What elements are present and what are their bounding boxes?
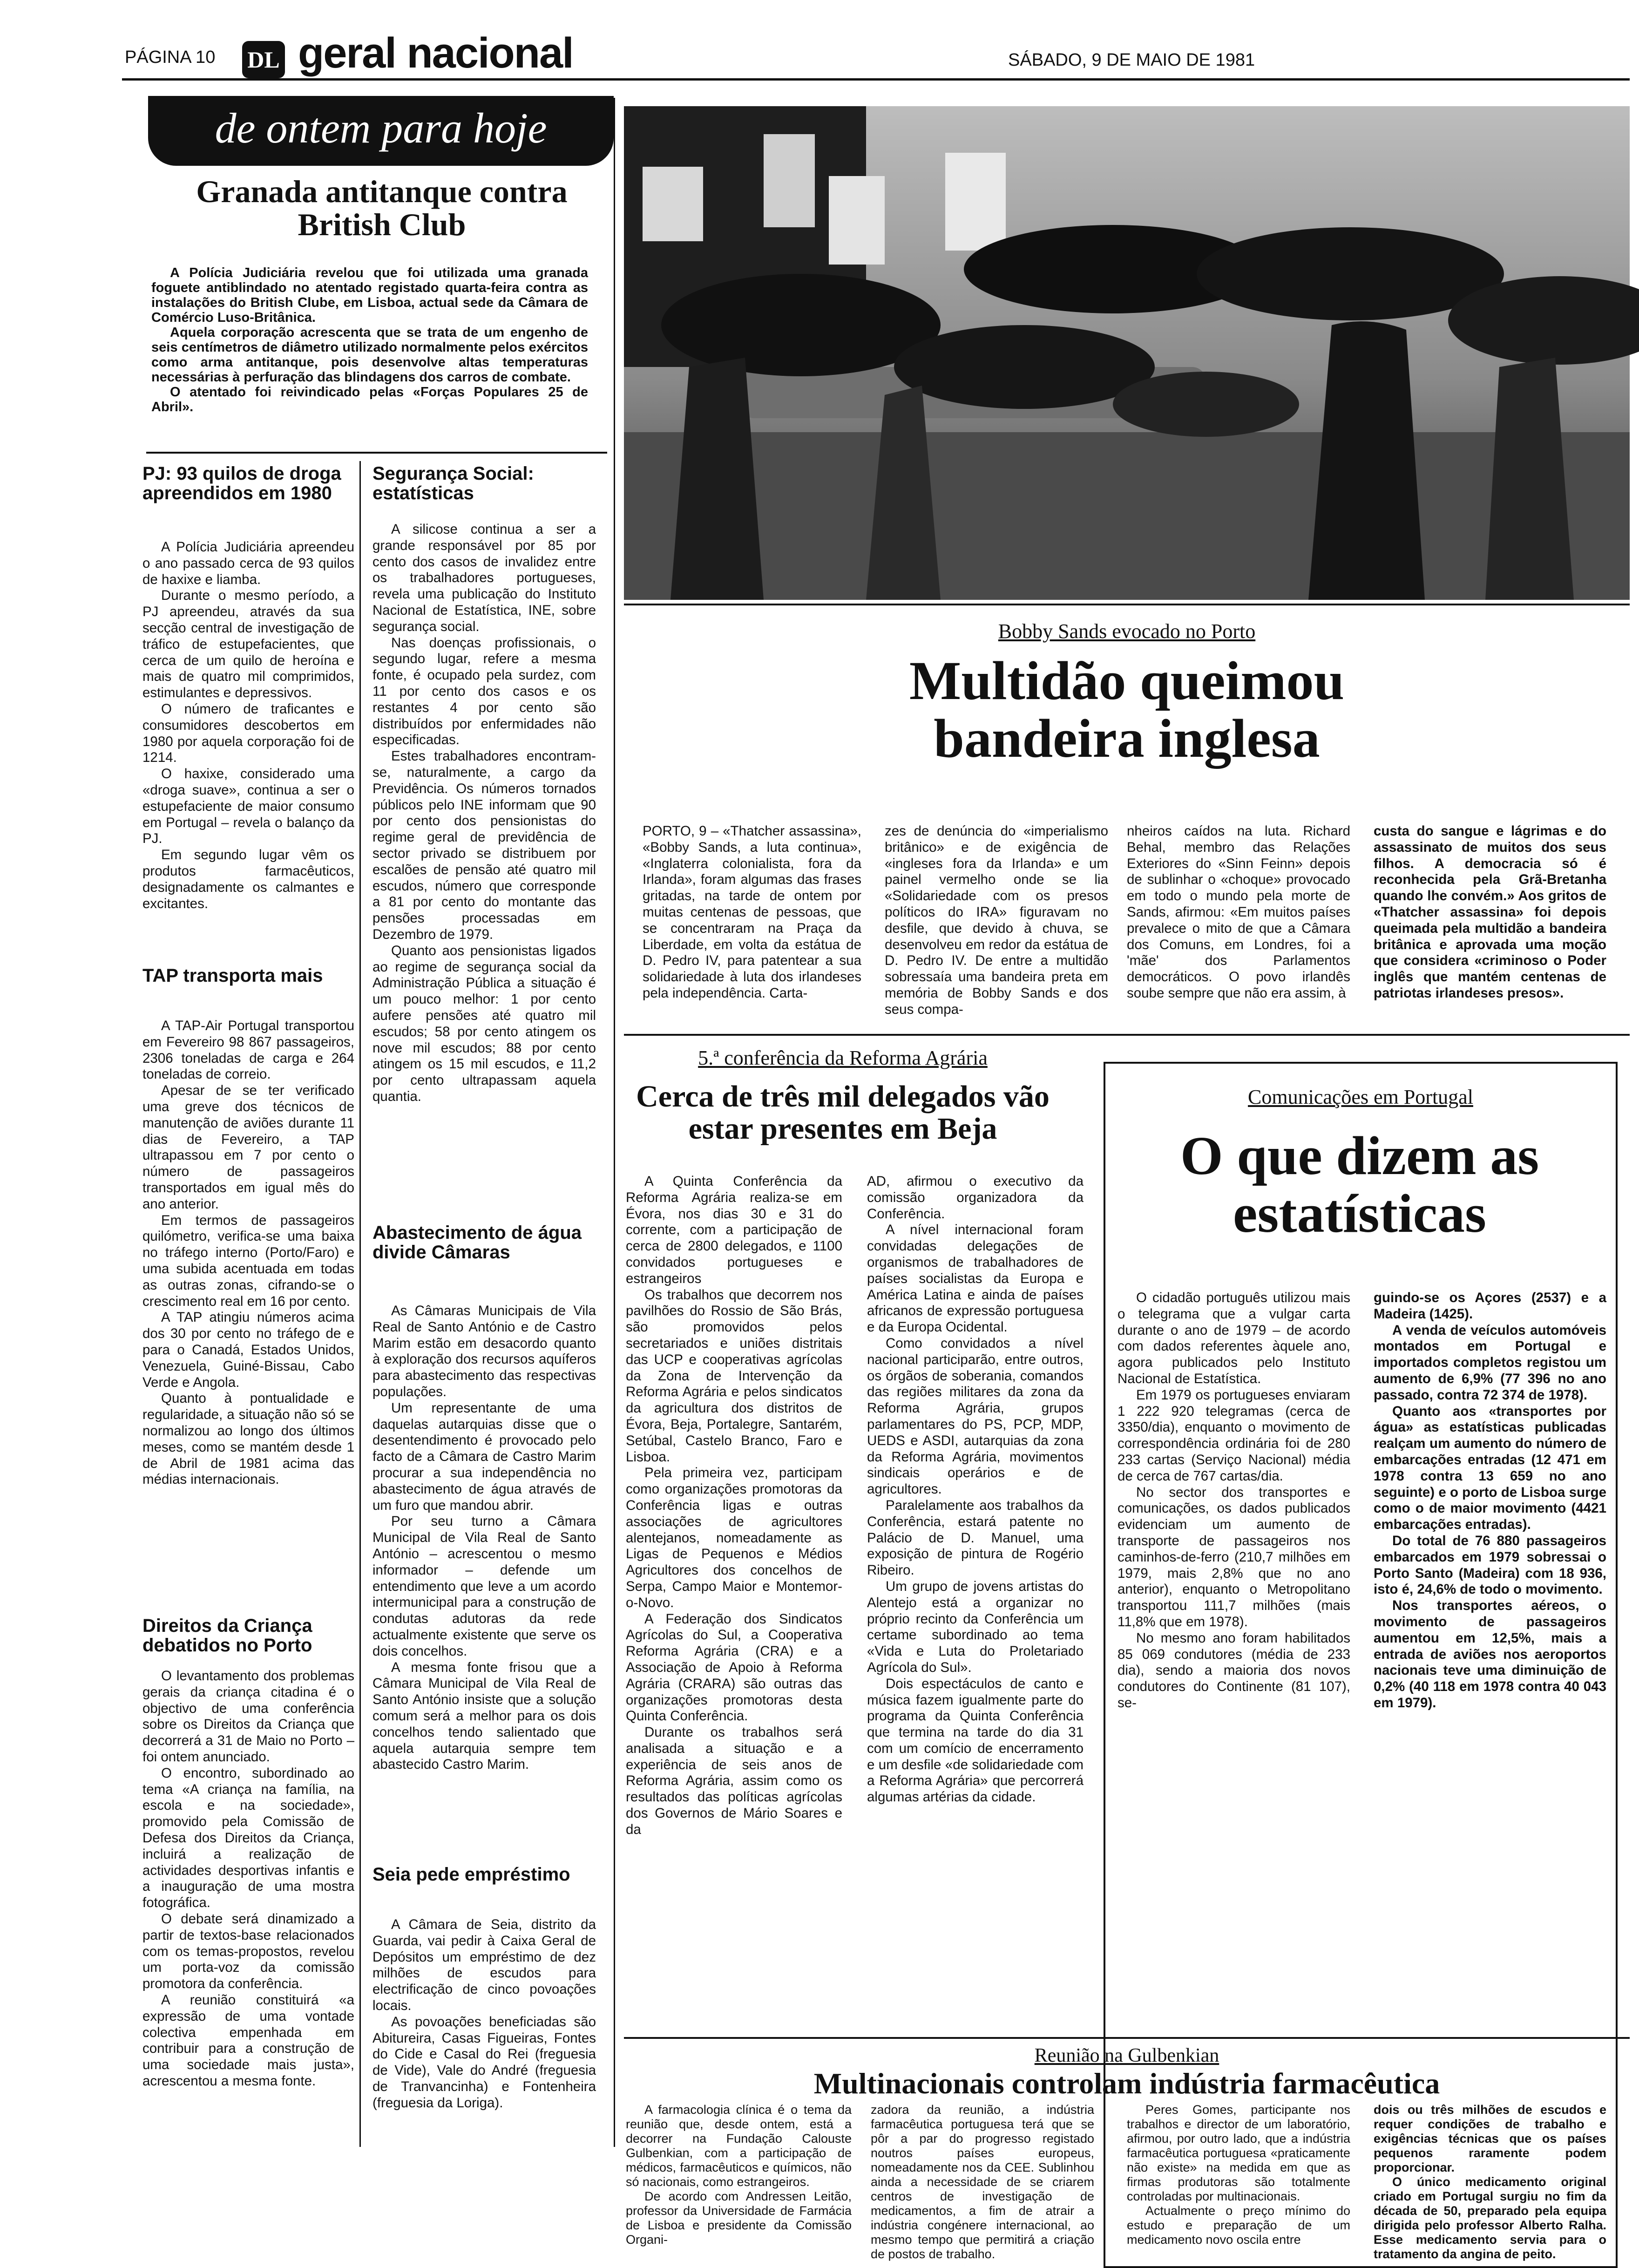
divider xyxy=(624,1034,1630,1036)
gulbenkian-col-3: Peres Gomes, participante nos trabalhos e director de um laboratório, afirmou, por outro lado, que a indústria farmacêutica portuguesa «praticamente não existe» na medida em que as firmas produtoras são totalmente controladas por multinacionais. Actualmente o preço mínimo do estudo e preparação de um medicamento novo oscila entre xyxy=(1127,2103,1350,2247)
bobby-col-2: zes de denúncia do «imperialismo britânico» e de exigência de «ingleses fora da Irlanda» e um painel vermelho onde se lia «Solidariedade com os presos políticos do IRA» figuravam no desfile, que devido à chuva, se desenvolveu em redor da estátua de D. Pedro IV. De entre a multidão sobressaía uma bandeira preta em memória de Bobby Sands e dos seus compa- xyxy=(885,823,1108,1017)
crianca-headline: Direitos da Criança debatidos no Porto xyxy=(142,1616,312,1656)
divider xyxy=(624,604,1630,605)
tap-body: A TAP-Air Portugal transportou em Fevereiro 98 867 passageiros, 2306 toneladas de carga e 264 toneladas de correio. Apesar de se ter verificado uma greve dos técnicos de manutenção de aviões durante 11 dias de Fevereiro, a TAP ultrapassou em 7 por cento o número de passageiros transportados em igual mês do ano anterior. Em termos de passageiros quilómetro, verifica-se uma baixa no tráfego interno (Porto/Faro) e uma subida acentuada em todas as outras zonas, cifrando-se o crescimento real em 16 por cento. A TAP atingiu números acima dos 30 por cento no tráfego de e para o Canadá, Estados Unidos, Venezuela, Guiné-Bissau, Cabo Verde e Angola. Quanto à pontualidade e regularidade, a situação não só se normalizou ao longo dos últimos meses, como se mantém desde 1 de Abril de 1981 acima das médias internacionais. xyxy=(142,1018,354,1487)
pj-headline: PJ: 93 quilos de droga apreendidos em 1980 xyxy=(142,463,341,503)
column-divider xyxy=(359,461,361,2147)
masthead-logo: DL xyxy=(242,41,285,78)
bobby-headline: Multidão queimou bandeira inglesa xyxy=(909,650,1345,769)
section-divider xyxy=(614,98,615,2147)
bobby-col-4: custa do sangue e lágrimas e do assassinato de muitos dos seus filhos. A democracia só é reconhecida pela Grã-Bretanha quando lhe convém.» Aos gritos de «Thatcher assassina» foi depois queimada pela multidão a bandeira britânica e aprovada uma moção que considera «criminoso o Poder inglês que mantém centenas de patriotas irlandeses presos». xyxy=(1374,823,1606,1001)
page-date: SÁBADO, 9 DE MAIO DE 1981 xyxy=(1008,50,1255,70)
divider xyxy=(624,2037,1630,2039)
tap-headline: TAP transporta mais xyxy=(142,965,323,986)
reforma-headline: Cerca de três mil delegados vão estar presentes em Beja xyxy=(636,1080,1050,1146)
bobby-col-3: nheiros caídos na luta. Richard Behal, membro das Relações Exteriores do «Sinn Feinn» depois de sublinhar o «choque» provocado em todo o mundo pela morte de Sands, afirmou: «Em muitos países prevalece o mito de que a Câmara dos Comuns, em Londres, foi a 'mãe' dos Parlamentos democráticos. O povo irlandês soube sempre que não era assim, à xyxy=(1127,823,1350,1001)
seguranca-body: A silicose continua a ser a grande responsável por 85 por cento dos casos de invalidez entre os trabalhadores portugueses, revela uma publicação do Instituto Nacional de Estatística, INE, sobre segurança social. Nas doenças profissionais, o segundo lugar, refere a mesma fonte, é ocupado pela surdez, com 11 por cento dos casos e os restantes 4 por cento são distribuídos por enfermidades não especificadas. Estes trabalhadores encontram-se, naturalmente, a cargo da Previdência. Os números tornados públicos pelo INE informam que 90 por cento dos pensionistas do regime geral de previdência de sector privado se distribuem por escalões de pensão até quatro mil escudos, número que corresponde a 81 por cento do montante das pensões processadas em Dezembro de 1979. Quanto aos pensionistas ligados ao regime de segurança social da Administração Pública a situação é um pouco melhor: 1 por cento aufere pensões até quatro mil escudos; 58 por cento atingem os nove mil escudos; 88 por cento atingem os 15 mil escudos, e 11,2 por cento ultrapassam aquela quantia. xyxy=(372,522,596,1104)
comunicacoes-col-2: guindo-se os Açores (2537) e a Madeira (1425). A venda de veículos automóveis montados em Portugal e importados completos registou um aumento de 6,9% (77 396 no ano passado, contra 72 374 de 1978). Quanto aos «transportes por água» as estatísticas publicadas realçam um aumento do número de embarcações entradas (12 471 em 1978 contra 13 659 no ano seguinte) e o porto de Lisboa surge como o de maior movimento (4421 embarcações entradas). Do total de 76 880 passageiros embarcados em 1979 sobressai o Porto Santo (Madeira) com 18 936, isto é, 24,6% de todo o movimento. Nos transportes aéreos, o movimento de passageiros aumentou em 12,5%, mais a entrada de aviões nos aeroportos nacionais teve uma diminuição de 0,2% (40 118 em 1978 contra 40 043 em 1979). xyxy=(1374,1290,1606,1711)
granada-headline: Granada antitanque contra British Club xyxy=(196,174,568,243)
section-title: geral nacional xyxy=(298,29,573,77)
crowd-photo xyxy=(624,106,1630,600)
comunicacoes-kicker: Comunicações em Portugal xyxy=(1248,1086,1473,1108)
page-number: PÁGINA 10 xyxy=(125,48,216,67)
crianca-body: O levantamento dos problemas gerais da criança citadina é o objectivo de uma conferência sobre os Direitos da Criança que decorrerá a 31 de Maio no Porto – foi ontem anunciado. O encontro, subordinado ao tema «A criança na família, na escola e na sociedade», promovido pela Comissão de Defesa dos Direitos da Criança, incluirá a realização de actividades desportivas infantis e a inauguração de uma mostra fotográfica. O debate será dinamizado a partir de textos-base relacionados com os temas-propostos, revelou um porta-voz da comissão promotora da conferência. A reunião constituirá «a expressão de uma vontade colectiva empenhada em contribuir para a construção de uma sociedade mais justa», acrescentou a mesma fonte. xyxy=(142,1668,354,2089)
abastecimento-body: As Câmaras Municipais de Vila Real de Santo António e de Castro Marim estão em desacordo quanto à exploração dos recursos aquíferos para abastecimento das respectivas populações. Um representante de uma daquelas autarquias disse que o desentendimento é provocado pelo facto de a Câmara de Castro Marim procurar a sua independência no abastecimento de água através de um furo que mandou abrir. Por seu turno a Câmara Municipal de Vila Real de Santo António – acrescentou o mesmo informador – defende um entendimento que leve a um acordo intermunicipal para a construção de condutas adutoras da rede actualmente existente que serve os dois concelhos. A mesma fonte frisou que a Câmara Municipal de Vila Real de Santo António insiste que a solução comum será a melhor para os dois concelhos tendo salientado que aquela autarquia sempre tem abastecido Castro Marim. xyxy=(372,1303,596,1772)
granada-body: A Polícia Judiciária revelou que foi utilizada uma granada foguete antiblindado no atentado registado quarta-feira contra as instalações do British Clube, em Lisboa, actual sede da Câmara de Comércio Luso-Britânica. Aquela corporação acrescenta que se trata de um engenho de seis centímetros de diâmetro utilizado normalmente pelos exércitos como arma antitanque, pois desenvolve altas temperaturas necessárias à perfuração das blindagens dos carros de combate. O atentado foi reivindicado pelas «Forças Populares 25 de Abril». xyxy=(151,265,588,414)
comunicacoes-col-1: O cidadão português utilizou mais o telegrama que a vulgar carta durante o ano de 1979 – de acordo com dados referentes àquele ano, agora publicados pelo Instituto Nacional de Estatística. Em 1979 os portugueses enviaram 1 222 920 telegramas (cerca de 3350/dia), enquanto o movimento de correspondência ordinária foi de 280 233 cartas (Serviço Nacional) média de cerca de 767 cartas/dia. No sector dos transportes e comunicações, os dados publicados evidenciam um aumento de transporte de passageiros nos caminhos-de-ferro (210,7 milhões em 1979, mais 2,8% que no ano anterior), enquanto o Metropolitano transportou 111,7 milhões (mais 11,8% que em 1978). No mesmo ano foram habilitados 85 069 condutores (média de 233 dia), sendo a maioria dos novos condutores do Continente (81 107), se- xyxy=(1118,1290,1350,1711)
reforma-kicker: 5.ª conferência da Reforma Agrária xyxy=(698,1046,988,1069)
gulbenkian-col-1: A farmacologia clínica é o tema da reunião que, desde ontem, está a decorrer na Fundação Calouste Gulbenkian, com a participação de médicos, farmacêuticos e químicos, não só nacionais, como estrangeiros. De acordo com Andressen Leitão, professor da Universidade de Farmácia de Lisboa e presidente da Comissão Organi- xyxy=(626,2103,852,2247)
gulbenkian-col-2: zadora da reunião, a indústria farmacêutica portuguesa terá que se pôr a par do progresso registado noutros países europeus, nomeadamente nos da CEE. Sublinhou ainda a necessidade de se criarem centros de investigação de medicamentos, a fim de atrair a indústria congénere internacional, ao mesmo tempo que permitirá a criação de postos de trabalho. xyxy=(871,2103,1094,2261)
masthead-rule xyxy=(122,78,1630,81)
seia-body: A Câmara de Seia, distrito da Guarda, vai pedir à Caixa Geral de Depósitos um empréstimo de dez milhões de escudos para electrificação de cinco povoações locais. As povoações beneficiadas são Abitureira, Casas Figueiras, Fontes do Cide e Casal do Rei (freguesia de Vide), Vale do André (freguesia de Tranvancinha) e Fontenheira (freguesia da Loriga). xyxy=(372,1917,596,2111)
pj-body: A Polícia Judiciária apreendeu o ano passado cerca de 93 quilos de haxixe e liamba. Durante o mesmo período, a PJ apreendeu, através da sua secção central de investigação de tráfico de estupefacientes, que cerca de um quilo de heroína e mais de quatro mil comprimidos, estimulantes e depressivos. O número de traficantes e consumidores descobertos em 1980 por aquela corporação foi de 1214. O haxixe, considerado uma «droga suave», continua a ser o estupefaciente de maior consumo em Portugal – revela o balanço da PJ. Em segundo lugar vêm os produtos farmacêuticos, designadamente os calmantes e excitantes. xyxy=(142,539,354,911)
gulbenkian-headline: Multinacionais controlam indústria farmacêutica xyxy=(813,2067,1440,2100)
divider xyxy=(146,452,607,454)
reforma-col-1: A Quinta Conferência da Reforma Agrária realiza-se em Évora, nos dias 30 e 31 do corrente, com a participação de cerca de 2800 delegados, e 1100 convidados portugueses e estrangeiros Os trabalhos que decorrem nos pavilhões do Rossio de São Brás, são promovidos pelos secretariados e uniões distritais das UCP e cooperativas agrícolas da Zona de Intervenção da Reforma Agrária e pelos sindicatos da agricultura dos distritos de Évora, Beja, Portalegre, Santarém, Setúbal, Castelo Branco, Faro e Lisboa. Pela primeira vez, participam como organizações promotoras da Conferência ligas e outras associações de agricultores alentejanos, nomeadamente as Ligas de Pequenos e Médios Agricultores dos concelhos de Serpa, Campo Maior e Montemor-o-Novo. A Federação dos Sindicatos Agrícolas do Sul, a Cooperativa Reforma Agrária (CRA) e a Associação de Apoio à Reforma Agrária (CRARA) são outras das organizações promotoras desta Quinta Conferência. Durante os trabalhos será analisada a situação e a experiência de seis anos de Reforma Agrária, assim como os resultados das políticas agrícolas dos Governos de Mário Soares e da xyxy=(626,1174,842,1837)
seia-headline: Seia pede empréstimo xyxy=(372,1864,570,1885)
umbrella-crowd-illustration xyxy=(624,106,1630,600)
gulbenkian-col-4: dois ou três milhões de escudos e requer condições de trabalho e exigências técnicas que os países pequenos raramente podem proporcionar. O único medicamento original criado em Portugal surgiu no fim da década de 50, preparado pela equipa dirigida pelo professor Alberto Ralha. Esse medicamento servia para o tratamento da angina de peito. xyxy=(1374,2103,1606,2261)
seguranca-headline: Segurança Social: estatísticas xyxy=(372,463,534,503)
gulbenkian-kicker: Reunião na Gulbenkian xyxy=(1034,2045,1219,2066)
bobby-kicker: Bobby Sands evocado no Porto xyxy=(998,620,1256,643)
reforma-col-2: AD, afirmou o executivo da comissão organizadora da Conferência. A nível internacional foram convidadas delegações de organismos de trabalhadores de países socialistas da Europa e América Latina e ainda de países africanos de expressão portuguesa e da Europa Ocidental. Como convidados a nível nacional participarão, entre outros, os órgãos de soberania, comandos das regiões militares da zona da Reforma Agrária, grupos parlamentares do PS, PCP, MDP, UEDS e ASDI, autarquias da zona da Reforma Agrária, movimentos sindicais operários e de agricultores. Paralelamente aos trabalhos da Conferência, estará patente no Palácio de D. Manuel, uma exposição de pintura de Rogério Ribeiro. Um grupo de jovens artistas do Alentejo está a organizar no próprio recinto da Conferência um certame subordinado ao tema «Vida e Luta do Proletariado Agrícola do Sul». Dois espectáculos de canto e música fazem igualmente parte do programa da Quinta Conferência que termina na tarde do dia 31 com um comício de encerramento e um desfile «de solidariedade com a Reforma Agrária» que percorrerá algumas artérias da cidade. xyxy=(867,1174,1084,1805)
comunicacoes-headline: O que dizem as estatísticas xyxy=(1180,1125,1539,1244)
abastecimento-headline: Abastecimento de água divide Câmaras xyxy=(372,1222,582,1263)
bobby-col-1: PORTO, 9 – «Thatcher assassina», «Bobby Sands, a luta continua», «Inglaterra colonialista, fora da Irlanda», foram algumas das frases gritadas, na tarde de ontem por muitas centenas de pessoas, que se concentraram na Praça da Liberdade, em volta da estátua de D. Pedro IV, para patentear a sua solidariedade à luta dos irlandeses pela independência. Carta- xyxy=(643,823,861,1001)
masthead xyxy=(0,0,1639,107)
rubric-title: de ontem para hoje xyxy=(215,104,547,152)
